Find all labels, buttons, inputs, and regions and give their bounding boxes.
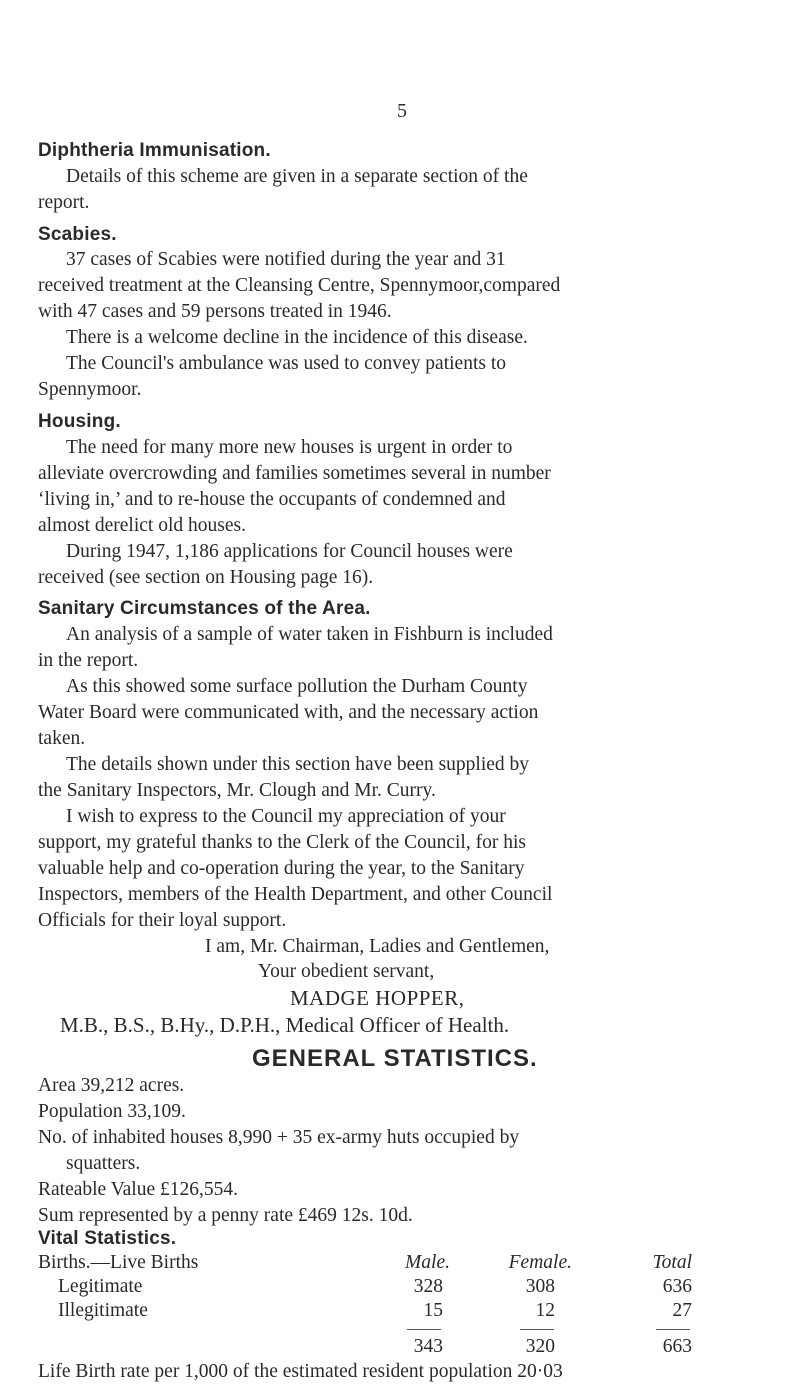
table-cell: 636 bbox=[662, 1276, 692, 1297]
housing-paragraph bbox=[38, 435, 763, 591]
text-line: alleviate overcrowding and families sometimes several in number bbox=[38, 463, 551, 484]
houses-line: No. of inhabited houses 8,990 + 35 ex-army huts occupied by bbox=[38, 1127, 520, 1148]
column-header: Total bbox=[652, 1252, 692, 1273]
text-line: valuable help and co-operation during the year, to the Sanitary bbox=[38, 858, 525, 879]
housing-heading: Housing. bbox=[38, 411, 121, 432]
row-label: Legitimate bbox=[58, 1276, 143, 1297]
total-cell: 343 bbox=[413, 1336, 443, 1357]
text-line: Officials for their loyal support. bbox=[38, 910, 287, 931]
text-line: Details of this scheme are given in a separate section of the bbox=[66, 166, 528, 187]
birth-rate-line: Life Birth rate per 1,000 of the estimated resident population 20·03 bbox=[38, 1361, 563, 1382]
column-header: Female. bbox=[508, 1252, 572, 1273]
vital-statistics-heading: Vital Statistics. bbox=[38, 1228, 177, 1249]
rateable-value-line: Rateable Value £126,554. bbox=[38, 1179, 239, 1200]
closing-line: Your obedient servant, bbox=[258, 961, 435, 982]
text-line: There is a welcome decline in the incidence of this disease. bbox=[66, 327, 528, 348]
text-line: almost derelict old houses. bbox=[38, 515, 246, 536]
area-line: Area 39,212 acres. bbox=[38, 1075, 185, 1096]
signature-qualifications: M.B., B.S., B.Hy., D.P.H., Medical Officer of Health. bbox=[60, 1013, 510, 1037]
text-line: Water Board were communicated with, and the necessary action bbox=[38, 702, 539, 723]
signature-name: MADGE HOPPER, bbox=[290, 986, 465, 1010]
page-number: 5 bbox=[397, 100, 407, 122]
text-line: Spennymoor. bbox=[38, 379, 142, 400]
text-line: support, my grateful thanks to the Clerk of the Council, for his bbox=[38, 832, 526, 853]
sanitary-heading: Sanitary Circumstances of the Area. bbox=[38, 598, 371, 619]
text-line: with 47 cases and 59 persons treated in 1946. bbox=[38, 301, 392, 322]
table-cell: 27 bbox=[672, 1300, 692, 1321]
text-line: The Council's ambulance was used to convey patients to bbox=[66, 353, 506, 374]
text-line: An analysis of a sample of water taken in Fishburn is included bbox=[66, 624, 553, 645]
population-line: Population 33,109. bbox=[38, 1101, 186, 1122]
text-line: During 1947, 1,186 applications for Council houses were bbox=[66, 541, 513, 562]
scabies-heading: Scabies. bbox=[38, 224, 117, 245]
text-line: in the report. bbox=[38, 650, 139, 671]
text-line: ‘living in,’ and to re-house the occupants of condemned and bbox=[38, 489, 506, 510]
text-line: As this showed some surface pollution the Durham County bbox=[66, 676, 528, 697]
closing-line: I am, Mr. Chairman, Ladies and Gentlemen, bbox=[205, 936, 550, 957]
text-line: the Sanitary Inspectors, Mr. Clough and Mr. Curry. bbox=[38, 780, 436, 801]
text-line: received treatment at the Cleansing Centre, Spennymoor,compared bbox=[38, 275, 561, 296]
text-line: I wish to express to the Council my appreciation of your bbox=[66, 806, 506, 827]
total-cell: 320 bbox=[525, 1336, 555, 1357]
rule bbox=[520, 1329, 554, 1330]
text-line: taken. bbox=[38, 728, 86, 749]
births-label: Births.—Live Births bbox=[38, 1252, 199, 1273]
rule bbox=[656, 1329, 690, 1330]
row-label: Illegitimate bbox=[58, 1300, 148, 1321]
text-line: 37 cases of Scabies were notified during the year and 31 bbox=[66, 249, 506, 270]
sanitary-paragraph bbox=[38, 622, 763, 934]
houses-line: squatters. bbox=[66, 1153, 141, 1174]
table-cell: 328 bbox=[413, 1276, 443, 1297]
table-cell: 15 bbox=[423, 1300, 443, 1321]
general-statistics bbox=[38, 1073, 763, 1229]
general-statistics-heading: GENERAL STATISTICS. bbox=[252, 1045, 538, 1072]
scabies-paragraph bbox=[38, 247, 763, 403]
text-line: received (see section on Housing page 16). bbox=[38, 567, 374, 588]
rule bbox=[407, 1329, 441, 1330]
text-line: report. bbox=[38, 192, 90, 213]
column-header: Male. bbox=[405, 1252, 450, 1273]
penny-rate-line: Sum represented by a penny rate £469 12s. 10d. bbox=[38, 1205, 413, 1226]
text-line: The need for many more new houses is urgent in order to bbox=[66, 437, 513, 458]
table-cell: 308 bbox=[525, 1276, 555, 1297]
text-line: Inspectors, members of the Health Department, and other Council bbox=[38, 884, 553, 905]
text-line: The details shown under this section have been supplied by bbox=[66, 754, 530, 775]
table-cell: 12 bbox=[535, 1300, 555, 1321]
diphtheria-paragraph bbox=[38, 164, 763, 216]
total-cell: 663 bbox=[662, 1336, 692, 1357]
diphtheria-heading: Diphtheria Immunisation. bbox=[38, 140, 271, 161]
